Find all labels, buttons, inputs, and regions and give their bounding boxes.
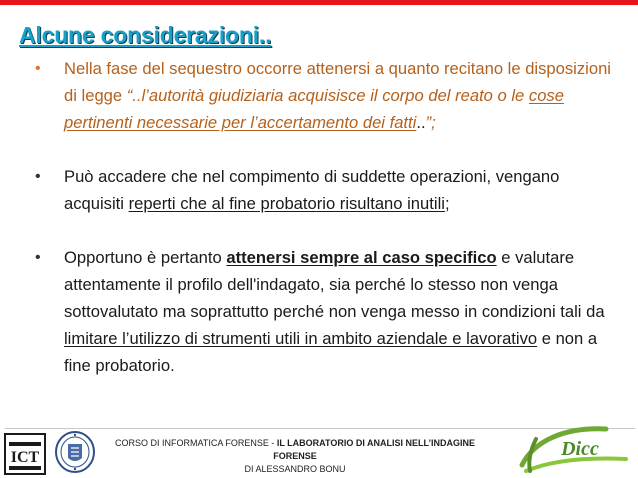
bullet-1-quote: “..l’autorità giudiziaria acquisisce il corpo del reato o le: [126, 86, 529, 105]
bullet-paragraph-2: [33, 163, 613, 217]
bullet-2-underlined: reperti che al fine probatorio risultano inutili: [128, 194, 445, 213]
bullet-3-middle: e valutare attentamente il profilo dell'indagato, sia perché lo stesso non venga sottovalutato ma soprattutto perché non venga messo in condizioni tali da: [64, 248, 605, 321]
bullet-2-end: ;: [444, 194, 450, 213]
dicc-logo: [514, 421, 634, 477]
footer-author: DI ALESSANDRO BONU: [244, 464, 346, 474]
bullet-3-underlined: limitare l’utilizzo di strumenti utili in ambito aziendale e lavorativo: [64, 329, 538, 348]
top-accent-bar: [0, 0, 638, 5]
bullet-paragraph-3: [33, 244, 613, 379]
slide-content: [33, 55, 613, 379]
ict-logo-text: ICT: [10, 449, 40, 466]
bullet-3-bold-underlined: attenersi sempre al caso specifico: [226, 248, 497, 267]
bullet-2-text: Può accadere che nel compimento di suddette operazioni, vengano acquisiti: [64, 167, 560, 213]
dicc-logo-text: Dicc: [561, 438, 599, 460]
footer-course: CORSO DI INFORMATICA FORENSE -: [114, 438, 277, 448]
ict-logo: [3, 432, 47, 476]
bullet-1-text: Nella fase del sequestro occorre attenersi a quanto recitano le disposizioni di legge: [64, 59, 611, 105]
university-seal-logo: [54, 430, 96, 474]
bullet-1-quote-underlined: cose pertinenti necessarie per l’accertamento dei fatti: [64, 86, 564, 132]
bullet-1-closing: ”;: [425, 113, 436, 132]
bullet-icon: •: [35, 168, 41, 185]
bullet-icon: •: [35, 249, 41, 266]
bullet-icon: •: [35, 60, 41, 77]
bullet-1-ellipsis: ..: [416, 113, 426, 132]
footer-lab-name: IL LABORATORIO DI ANALISI NELL’INDAGINE FORENSE: [273, 438, 475, 461]
bullet-3-end: e non a fine probatorio.: [64, 329, 598, 375]
slide-title: Alcune considerazioni..: [19, 22, 272, 48]
footer-text: [100, 437, 490, 476]
bullet-3-text: Opportuno è pertanto: [64, 248, 227, 267]
bullet-paragraph-1: [33, 55, 613, 136]
